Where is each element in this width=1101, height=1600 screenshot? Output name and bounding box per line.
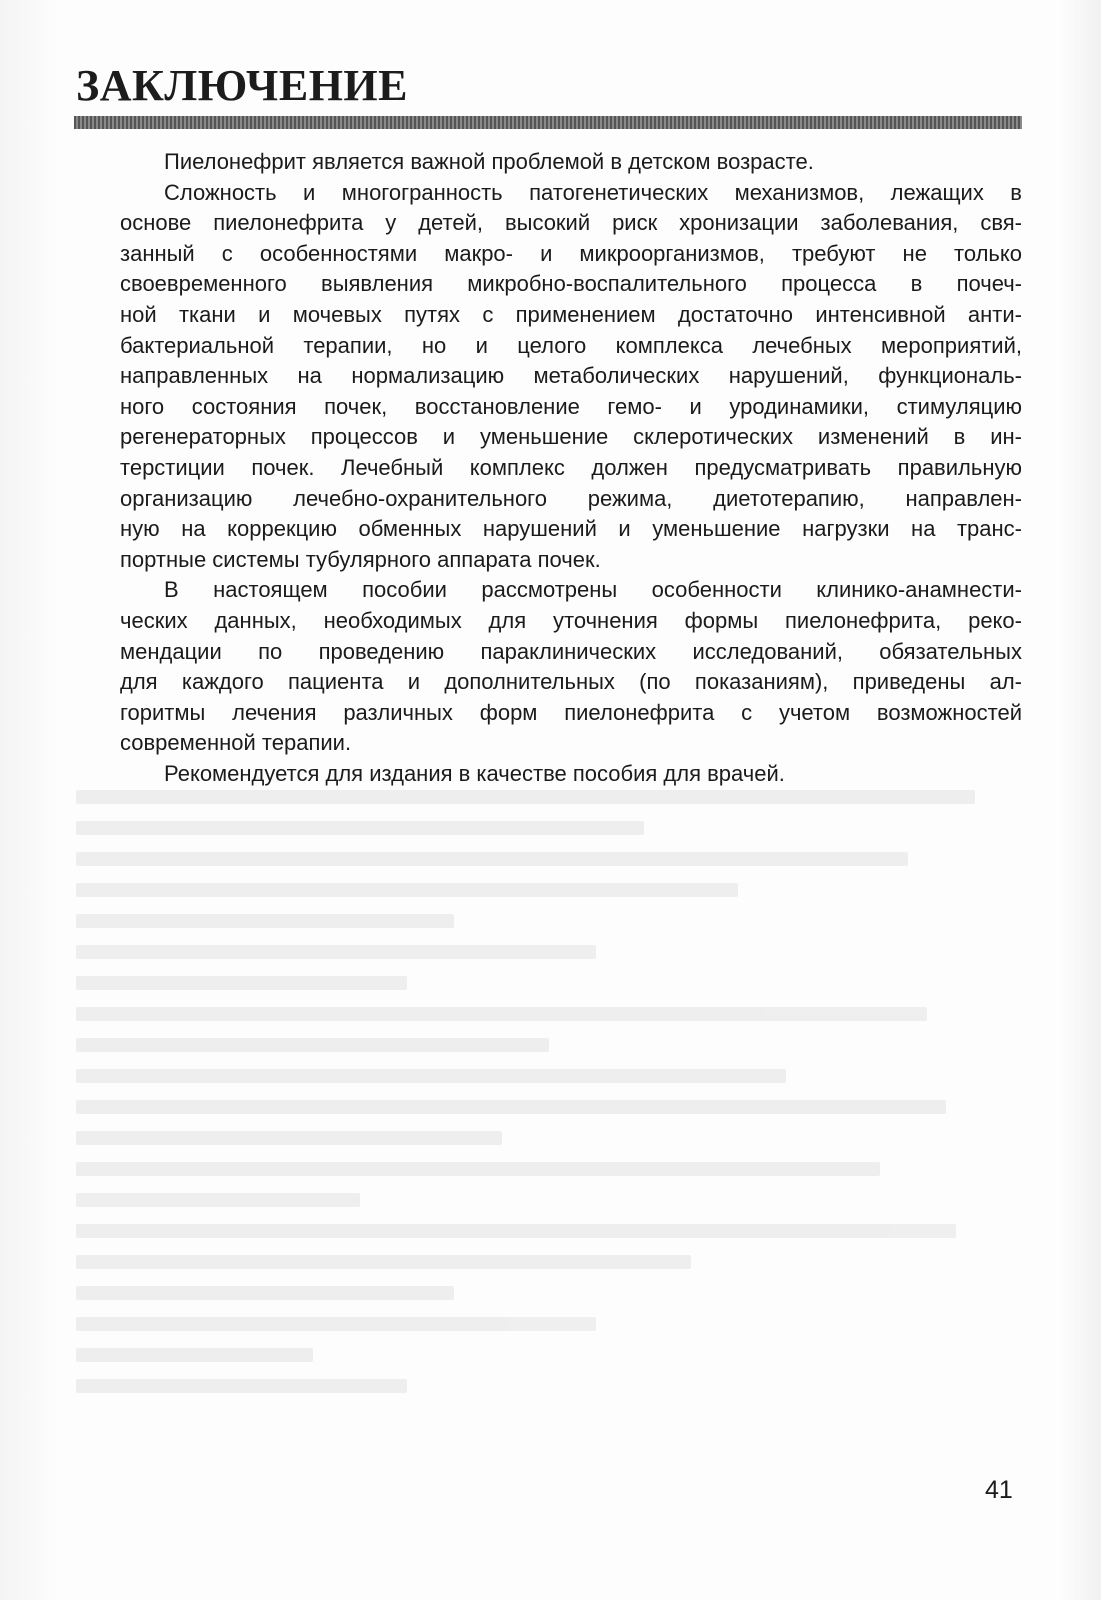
page-number: 41 [985,1476,1013,1504]
text-line: занный с особенностями макро- и микроорганизмов, требуют не только [120,240,1022,266]
text-line: Пиелонефрит является важной проблемой в детском возрасте. [164,149,814,174]
text-line: Сложность и многогранность патогенетических механизмов, лежащих в [164,179,1022,205]
text-line: ную на коррекцию обменных нарушений и уменьшение нагрузки на транс- [120,516,1022,542]
text-line: мендации по проведению параклинических исследований, обязательных [120,638,1022,664]
text-line: ческих данных, необходимых для уточнения формы пиелонефрита, реко- [120,607,1022,633]
text-line: бактериальной терапии, но и целого комплекса лечебных мероприятий, [120,332,1022,358]
body-text [76,147,1022,789]
text-line: ной ткани и мочевых путях с применением достаточно интенсивной анти- [120,301,1022,327]
paragraph-3 [76,575,1022,759]
paragraph-2 [76,178,1022,576]
text-line: горитмы лечения различных форм пиелонефрита с учетом возможностей [120,699,1022,725]
paragraph-4 [76,759,1022,790]
text-line: терстиции почек. Лечебный комплекс должен предусматривать правильную [120,454,1022,480]
text-line: ного состояния почек, восстановление гемо- и уродинамики, стимуляцию [120,393,1022,419]
text-line: направленных на нормализацию метаболических нарушений, функциональ- [120,363,1022,389]
bleed-through-shadow [76,790,1022,1440]
text-line: для каждого пациента и дополнительных (по показаниям), приведены ал- [120,669,1022,695]
text-line: В настоящем пособии рассмотрены особенности клинико-анамнести- [164,577,1022,603]
page-binding-shadow [0,0,58,1600]
text-line: портные системы тубулярного аппарата почек. [120,546,601,572]
text-line: основе пиелонефрита у детей, высокий риск хронизации заболевания, свя- [120,210,1022,236]
chapter-heading: ЗАКЛЮЧЕНИЕ [76,61,408,110]
text-line: современной терапии. [120,730,352,756]
paragraph-1 [76,147,1022,178]
heading-underline-rule [74,116,1022,129]
text-line: своевременного выявления микробно-воспалительного процесса в почеч- [120,271,1022,297]
text-line: организацию лечебно-охранительного режима, диетотерапию, направлен- [120,485,1022,511]
text-line: регенераторных процессов и уменьшение склеротических изменений в ин- [120,424,1022,450]
text-line: Рекомендуется для издания в качестве пособия для врачей. [164,760,785,786]
page-edge-shadow [1061,0,1101,1600]
